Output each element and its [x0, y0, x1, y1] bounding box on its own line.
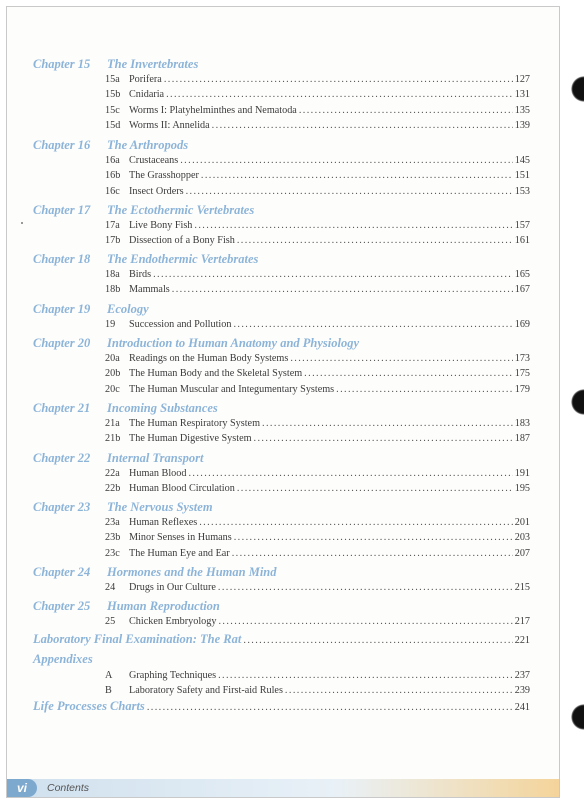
binder-hole-icon — [566, 385, 584, 419]
dot-leader — [237, 482, 513, 496]
entry-page: 153 — [514, 185, 530, 197]
entry-code: 18a — [105, 269, 120, 280]
entry-title: The Human Eye and Ear — [129, 547, 230, 559]
entry-title: The Grasshopper — [129, 170, 199, 182]
final-exam-row — [33, 632, 530, 647]
dot-leader — [262, 417, 513, 431]
toc-entry — [105, 283, 530, 297]
entry-page: 175 — [514, 368, 530, 380]
final-exam-row-title: Laboratory Final Examination: The Rat — [33, 632, 242, 646]
entry-page: 215 — [514, 582, 530, 593]
toc-entry — [105, 367, 530, 381]
entry-page: 145 — [514, 155, 530, 166]
entry-title: Birds — [129, 269, 152, 280]
entry-page: 157 — [514, 220, 530, 231]
footer-bar — [7, 779, 559, 797]
dot-leader — [254, 432, 513, 446]
entry-title: Dissection of a Bony Fish — [129, 235, 235, 247]
toc-page — [6, 6, 560, 798]
toc-entry — [105, 352, 530, 366]
entry-title: Porifera — [129, 74, 162, 85]
entry-title: Mammals — [129, 284, 170, 296]
entry-title: Graphing Techniques — [129, 670, 217, 681]
entry-title: Drugs in Our Culture — [129, 582, 216, 593]
entry-title: Human Reflexes — [129, 517, 198, 528]
toc-entry — [105, 234, 530, 248]
entry-title: The Human Digestive System — [129, 433, 252, 445]
entry-page: 187 — [514, 433, 530, 445]
chapter-number: Chapter 22 — [33, 451, 91, 465]
dot-leader — [304, 367, 513, 381]
chapter-number: Chapter 19 — [33, 302, 91, 316]
dot-leader — [299, 104, 513, 118]
entry-title: The Human Body and the Skeletal System — [129, 368, 303, 380]
entry-code: 23b — [105, 532, 121, 544]
chapter-number: Chapter 17 — [33, 203, 91, 217]
entry-page: 239 — [514, 685, 530, 697]
entry-page: 217 — [514, 616, 530, 627]
toc-entry — [105, 268, 530, 282]
entry-page: 179 — [514, 383, 530, 395]
entry-code: 15c — [105, 104, 120, 116]
entry-code: 20b — [105, 368, 121, 380]
entry-code: A — [105, 670, 113, 681]
toc-entry — [105, 516, 530, 530]
entry-title: Live Bony Fish — [129, 220, 193, 231]
toc-entry — [105, 482, 530, 496]
entry-page: 195 — [514, 483, 530, 495]
entry-page: 135 — [514, 104, 530, 116]
dot-leader — [212, 119, 513, 133]
toc-entry — [105, 432, 530, 446]
entry-title: The Human Respiratory System — [129, 418, 260, 429]
entry-page: 139 — [514, 119, 530, 131]
entry-page: 169 — [514, 319, 530, 330]
chapter-title: The Nervous System — [107, 500, 213, 514]
entry-title: Insect Orders — [129, 185, 184, 197]
entry-code: 15d — [105, 119, 121, 131]
entry-code: 15b — [105, 89, 121, 101]
entry-code: 23a — [105, 517, 120, 528]
chapter-number: Chapter 16 — [33, 138, 91, 152]
entry-title: The Human Muscular and Integumentary Systems — [129, 383, 335, 395]
entry-code: 22b — [105, 483, 121, 495]
entry-code: 23c — [105, 547, 120, 559]
entry-page: 183 — [514, 418, 530, 429]
chapter-title: The Invertebrates — [107, 57, 199, 71]
toc-entry — [105, 669, 530, 683]
dot-leader — [218, 669, 513, 683]
entry-page: 151 — [514, 170, 530, 182]
dot-leader — [172, 283, 513, 297]
chapter-title: Ecology — [107, 302, 149, 316]
toc-entry — [105, 88, 530, 102]
entry-code: 18b — [105, 284, 121, 296]
entry-code: B — [105, 685, 112, 697]
toc-entry — [105, 383, 530, 397]
dot-leader — [153, 268, 513, 282]
chapter-number: Chapter 18 — [33, 252, 91, 266]
toc-entry — [105, 104, 530, 118]
dot-leader — [218, 615, 512, 629]
entry-page: 127 — [514, 74, 530, 85]
binder-hole-icon — [566, 700, 584, 734]
toc-entry — [105, 119, 530, 133]
chapter-title: Incoming Substances — [107, 401, 218, 415]
entry-code: 22a — [105, 468, 120, 479]
chapter-title: Introduction to Human Anatomy and Physiology — [107, 336, 360, 350]
dot-leader — [336, 383, 513, 397]
chapter-number: Chapter 20 — [33, 336, 91, 350]
chapter-title: The Arthropods — [107, 138, 189, 152]
entry-code: 20a — [105, 353, 120, 364]
entry-code: 16a — [105, 155, 120, 166]
toc-entry — [105, 185, 530, 199]
dot-leader — [218, 581, 513, 595]
dot-leader — [232, 547, 513, 561]
dot-leader — [290, 352, 512, 366]
entry-code: 17a — [105, 220, 120, 231]
life-processes-row-title: Life Processes Charts — [33, 699, 145, 713]
life-processes-row — [33, 699, 530, 714]
entry-title: Laboratory Safety and First-aid Rules — [129, 685, 283, 697]
entry-title: Human Blood — [129, 468, 187, 479]
chapter-number: Chapter 24 — [33, 565, 91, 579]
chapter-title: Human Reproduction — [107, 599, 220, 613]
appendixes-heading: Appendixes — [33, 652, 93, 666]
entry-page: 201 — [514, 517, 530, 528]
dot-leader — [188, 467, 512, 481]
entry-title: Cnidaria — [129, 89, 165, 101]
entry-page: 131 — [514, 89, 530, 101]
entry-code: 16b — [105, 170, 121, 182]
dot-leader — [166, 88, 513, 102]
entry-page: 203 — [514, 532, 530, 544]
chapter-number: Chapter 25 — [33, 599, 91, 613]
dot-leader — [194, 219, 512, 233]
toc-entry — [105, 531, 530, 545]
entry-page: 191 — [514, 468, 530, 479]
dot-leader — [147, 700, 513, 715]
entry-title: Worms I: Platyhelminthes and Nematoda — [129, 104, 297, 116]
chapter-number: Chapter 21 — [33, 401, 91, 415]
entry-page: 207 — [514, 547, 530, 559]
scan-mark — [21, 222, 23, 224]
dot-leader — [201, 169, 513, 183]
toc-entry — [105, 467, 530, 481]
toc-entry — [105, 684, 530, 698]
entry-code: 21a — [105, 418, 120, 429]
entry-page: 167 — [514, 284, 530, 296]
entry-page: 161 — [514, 235, 530, 247]
entry-code: 15a — [105, 74, 120, 85]
entry-code: 25 — [105, 616, 116, 627]
binder-hole-icon — [566, 72, 584, 106]
dot-leader — [199, 516, 513, 530]
entry-page: 237 — [514, 670, 530, 681]
entry-title: Minor Senses in Humans — [129, 532, 232, 544]
chapter-title: The Endothermic Vertebrates — [107, 252, 259, 266]
dot-leader — [233, 318, 512, 332]
toc-entry — [105, 318, 530, 332]
toc-entry — [105, 154, 530, 168]
chapter-number: Chapter 15 — [33, 57, 91, 71]
dot-leader — [186, 185, 513, 199]
toc-entry — [105, 547, 530, 561]
entry-page: 165 — [514, 269, 530, 280]
chapter-number: Chapter 23 — [33, 500, 91, 514]
dot-leader — [243, 633, 512, 648]
footer-label: Contents — [47, 782, 90, 794]
entry-code: 21b — [105, 433, 121, 445]
entry-title: Chicken Embryology — [129, 616, 217, 627]
footer-page-number: vi — [7, 779, 37, 797]
chapter-title: The Ectothermic Vertebrates — [107, 203, 255, 217]
dot-leader — [180, 154, 512, 168]
dot-leader — [164, 73, 513, 87]
entry-page: 173 — [514, 353, 530, 364]
toc-entry — [105, 169, 530, 183]
dot-leader — [285, 684, 513, 698]
entry-title: Human Blood Circulation — [129, 483, 235, 495]
entry-code: 19 — [105, 319, 116, 330]
entry-code: 17b — [105, 235, 121, 247]
toc-entry — [105, 615, 530, 629]
dot-leader — [237, 234, 513, 248]
toc-entry — [105, 73, 530, 87]
final-exam-row-page: 221 — [514, 635, 530, 646]
entry-code: 16c — [105, 185, 120, 197]
toc-entry — [105, 219, 530, 233]
toc-entry — [105, 581, 530, 595]
toc-entry — [105, 417, 530, 431]
entry-title: Succession and Pollution — [129, 319, 232, 330]
entry-title: Crustaceans — [129, 155, 179, 166]
entry-title: Worms II: Annelida — [129, 119, 210, 131]
chapter-title: Hormones and the Human Mind — [107, 565, 277, 579]
dot-leader — [234, 531, 513, 545]
entry-code: 20c — [105, 383, 120, 395]
chapter-title: Internal Transport — [107, 451, 204, 465]
life-processes-row-page: 241 — [514, 702, 530, 713]
entry-code: 24 — [105, 582, 116, 593]
entry-title: Readings on the Human Body Systems — [129, 353, 289, 364]
